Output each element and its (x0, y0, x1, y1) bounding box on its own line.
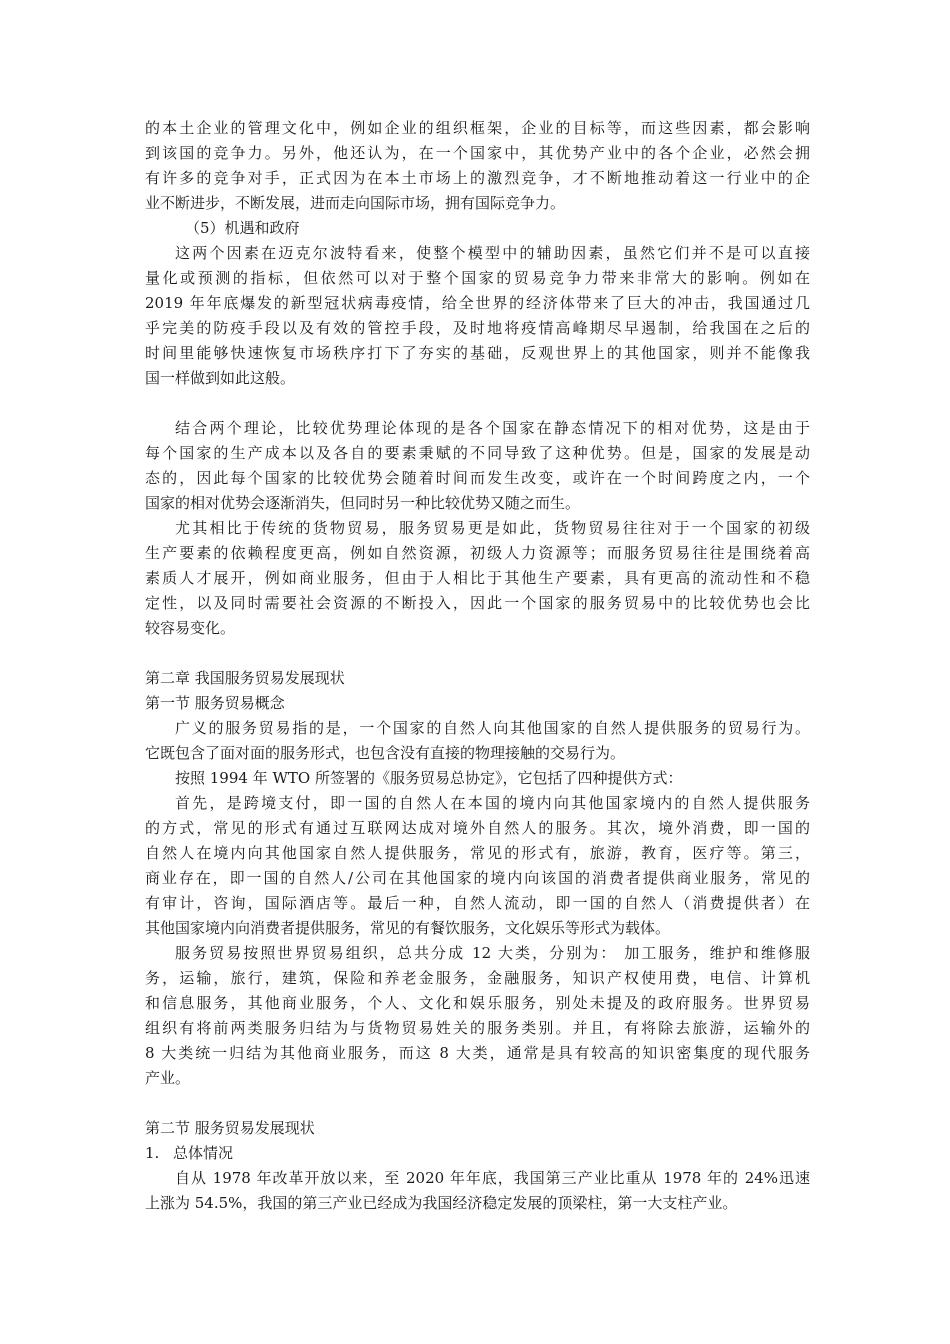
text-line: 自然人在境内向其他国家自然人提供服务，常见的形式有，旅游，教育，医疗等。第三， (145, 844, 810, 862)
paragraph-competition (145, 116, 810, 216)
text-line: 2019 年年底爆发的新型冠状病毒疫情，给全世界的经济体带来了巨大的冲击，我国通过几 (145, 294, 810, 312)
text-line: 和信息服务，其他商业服务，个人、文化和娱乐服务，别处未提及的政府服务。世界贸易 (145, 994, 810, 1012)
text-line: 服务贸易按照世界贸易组织，总共分成 12 大类，分别为： 加工服务，维护和维修服 (175, 944, 810, 962)
text-line: 它既包含了面对面的服务形式，也包含没有直接的物理接触的交易行为。 (145, 744, 626, 762)
text-line: 首先，是跨境支付，即一国的自然人在本国的境内向其他国家境内的自然人提供服务 (175, 794, 810, 812)
text-line: 组织有将前两类服务归结为与货物贸易姓关的服务类别。并且，有将除去旅游，运输外的 (145, 1019, 810, 1037)
subheading-opportunity-government: （5）机遇和政府 (185, 219, 300, 237)
text-line: 自从 1978 年改革开放以来，至 2020 年年底，我国第三产业比重从 1978 年的 24%迅速 (175, 1169, 810, 1187)
paragraph-definition (145, 716, 810, 766)
text-line: 定性，以及同时需要社会资源的不断投入，因此一个国家的服务贸易中的比较优势也会比 (145, 594, 810, 612)
text-line: 结合两个理论，比较优势理论体现的是各个国家在静态情况下的相对优势，这是由于 (175, 419, 810, 437)
text-line: 上涨为 54.5%，我国的第三产业已经成为我国经济稳定发展的顶梁柱，第一大支柱产业。 (145, 1194, 738, 1212)
text-line: 国家的相对优势会逐渐消失，但同时另一种比较优势又随之而生。 (145, 494, 581, 512)
text-line: 商业存在，即一国的自然人/公司在其他国家的境内向该国的消费者提供商业服务，常见的 (145, 869, 810, 887)
paragraph-comparative-advantage (145, 416, 810, 516)
text-line: 态的，因此每个国家的比较优势会随着时间而发生改变，或许在一个时间跨度之内，一个 (145, 469, 810, 487)
section-title: 第一节 服务贸易概念 (145, 694, 285, 712)
text-line: 的方式，常见的形式有通过互联网达成对境外自然人的服务。其次，境外消费，即一国的 (145, 819, 810, 837)
text-line: 这两个因素在迈克尔波特看来，使整个模型中的辅助因素，虽然它们并不是可以直接 (175, 244, 810, 262)
document-body (145, 116, 810, 1216)
text-line: 量化或预测的指标，但依然可以对于整个国家的贸易竞争力带来非常大的影响。例如在 (145, 269, 810, 287)
text-line: 乎完美的防疫手段以及有效的管控手段，及时地将疫情高峰期尽早遏制，给我国在之后的 (145, 319, 810, 337)
text-line: 素质人才展开，例如商业服务，但由于人相比于其他生产要素，具有更高的流动性和不稳 (145, 569, 810, 587)
chapter-title: 第二章 我国服务贸易发展现状 (145, 669, 345, 687)
text-line: 有许多的竞争对手，正式因为在本土市场上的激烈竞争，才不断地推动着这一行业中的企 (145, 169, 810, 187)
text-line: 的本土企业的管理文化中，例如企业的组织框架，企业的目标等，而这些因素，都会影响 (145, 119, 810, 137)
text-line: 8 大类统一归结为其他商业服务，而这 8 大类，通常是具有较高的知识密集度的现代服务 (145, 1044, 810, 1062)
paragraph-opportunity (145, 241, 810, 391)
paragraph-categories (145, 941, 810, 1091)
text-line: 业不断进步，不断发展，进而走向国际市场，拥有国际竞争力。 (145, 194, 566, 212)
text-line: 尤其相比于传统的货物贸易，服务贸易更是如此，货物贸易往往对于一个国家的初级 (175, 519, 810, 537)
paragraph-gats: 按照 1994 年 WTO 所签署的《服务贸易总协定》，它包括了四种提供方式： (175, 769, 683, 787)
list-item (145, 1141, 810, 1166)
list-number: 1. (145, 1144, 160, 1162)
text-line: 到该国的竞争力。另外，他还认为，在一个国家中，其优势产业中的各个企业，必然会拥 (145, 144, 810, 162)
paragraph-supply-modes (145, 791, 810, 941)
text-line: 产业。 (145, 1069, 191, 1087)
text-line: 国一样做到如此这般。 (145, 369, 296, 387)
blank-line (145, 391, 810, 416)
blank-line (145, 1091, 810, 1116)
text-line: 其他国家境内向消费者提供服务，常见的有餐饮服务，文化娱乐等形式为载体。 (145, 919, 671, 937)
text-line: 广义的服务贸易指的是，一个国家的自然人向其他国家的自然人提供服务的贸易行为。 (175, 719, 810, 737)
text-line: 生产要素的依赖程度更高，例如自然资源，初级人力资源等；而服务贸易往往是围绕着高 (145, 544, 810, 562)
text-line: 较容易变化。 (145, 619, 236, 637)
text-line: 时间里能够快速恢复市场秩序打下了夯实的基础，反观世界上的其他国家，则并不能像我 (145, 344, 810, 362)
paragraph-overall (145, 1166, 810, 1216)
blank-line (145, 641, 810, 666)
text-line: 每个国家的生产成本以及各自的要素秉赋的不同导致了这种优势。但是，国家的发展是动 (145, 444, 810, 462)
paragraph-service-trade-comparison (145, 516, 810, 641)
text-line: 有审计，咨询，国际酒店等。最后一种，自然人流动，即一国的自然人（消费提供者）在 (145, 894, 810, 912)
section-title: 第二节 服务贸易发展现状 (145, 1119, 315, 1137)
text-line: 务，运输，旅行，建筑，保险和养老金服务，金融服务，知识产权使用费，电信、计算机 (145, 969, 810, 987)
list-label: 总体情况 (173, 1144, 234, 1162)
